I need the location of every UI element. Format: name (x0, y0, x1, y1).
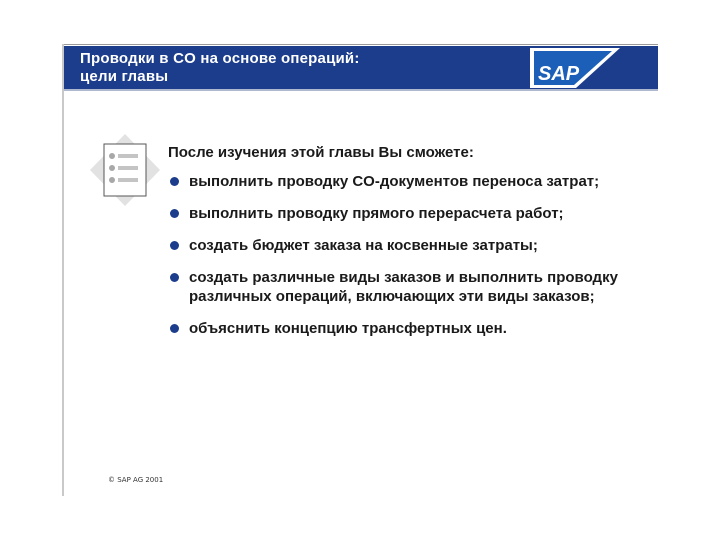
slide-title-line-2: цели главы (80, 68, 169, 85)
objective-text: выполнить проводку CO-документов переноса затрат; (189, 173, 600, 190)
bullet-dot-icon (170, 324, 179, 333)
objective-text: выполнить проводку прямого перерасчета работ; (189, 205, 564, 222)
bullet-dot-icon (170, 177, 179, 186)
objectives-intro: После изучения этой главы Вы сможете: (168, 144, 474, 161)
objectives-content (168, 143, 638, 351)
top-divider (62, 44, 658, 45)
bullet-dot-icon (170, 209, 179, 218)
objective-item (168, 236, 638, 255)
objective-text: создать различные виды заказов и выполнить проводку различных операций, включающих эти виды заказов; (189, 269, 618, 305)
bullet-dot-icon (170, 273, 179, 282)
objectives-list-icon (90, 134, 160, 206)
sap-logo-text: SAP (538, 63, 580, 85)
copyright-notice: © SAP AG 2001 (108, 476, 164, 484)
objective-text: создать бюджет заказа на косвенные затраты; (189, 237, 538, 254)
objective-item (168, 172, 638, 191)
bullet-dot-icon (170, 241, 179, 250)
objective-item (168, 268, 638, 306)
slide-title (80, 50, 360, 86)
header-underline (64, 89, 658, 91)
objective-item (168, 204, 638, 223)
objective-text: объяснить концепцию трансфертных цен. (189, 320, 507, 337)
objective-item (168, 319, 638, 338)
slide-title-line-1: Проводки в CO на основе операций: (80, 50, 360, 67)
objectives-list (168, 172, 638, 338)
left-divider (62, 44, 64, 496)
sap-logo (530, 48, 620, 88)
